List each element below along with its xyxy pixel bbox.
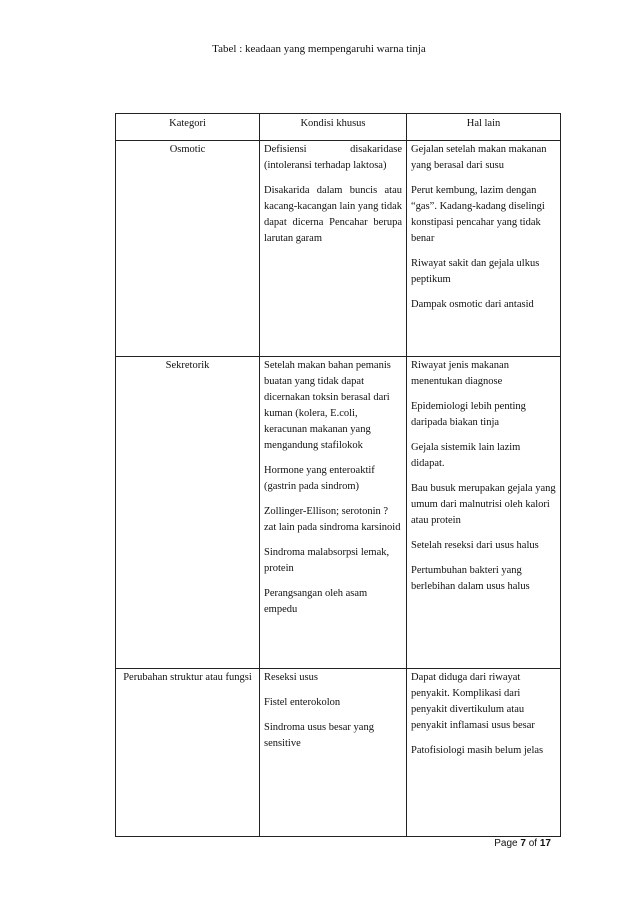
hal-lain-item: Riwayat sakit dan gejala ulkus peptikum — [411, 258, 540, 285]
kondisi-item: Disakarida dalam buncis atau kacang-kacangan lain yang tidak dapat dicerna Pencahar berupa larutan garam — [264, 185, 402, 244]
cell-kategori: Sekretorik — [116, 357, 260, 669]
table-row — [116, 141, 561, 357]
table-header-row — [116, 114, 561, 141]
cell-kategori: Osmotic — [116, 141, 260, 357]
hal-lain-item: Riwayat jenis makanan menentukan diagnose — [411, 360, 509, 387]
kondisi-item: Fistel enterokolon — [264, 697, 341, 708]
hal-lain-item: Patofisiologi masih belum jelas — [411, 745, 544, 756]
total-pages: 17 — [539, 838, 551, 849]
hal-lain-item: Gejalan setelah makan makanan yang berasal dari susu — [411, 144, 547, 171]
cell-kondisi — [260, 357, 407, 669]
cell-kategori: Perubahan struktur atau fungsi — [116, 669, 260, 837]
hal-lain-item: Dampak osmotic dari antasid — [411, 299, 534, 310]
hal-lain-item: Epidemiologi lebih penting daripada biakan tinja — [411, 401, 526, 428]
kondisi-item: Defisiensi disakaridase (intoleransi terhadap laktosa) — [264, 144, 402, 171]
header-kategori: Kategori — [116, 114, 260, 141]
cell-hal-lain — [407, 141, 561, 357]
kondisi-item: Sindroma usus besar yang sensitive — [264, 722, 374, 749]
header-hal-lain: Hal lain — [407, 114, 561, 141]
table-row — [116, 357, 561, 669]
data-table — [115, 113, 561, 837]
header-kondisi-khusus: Kondisi khusus — [260, 114, 407, 141]
of-word: of — [528, 838, 538, 849]
hal-lain-item: Bau busuk merupakan gejala yang umum dari malnutrisi oleh kalori atau protein — [411, 483, 556, 526]
page-number: 7 — [520, 838, 526, 849]
hal-lain-item: Pertumbuhan bakteri yang berlebihan dalam usus halus — [411, 565, 530, 592]
cell-kondisi — [260, 669, 407, 837]
kondisi-item: Reseksi usus — [264, 672, 318, 683]
table-caption: Tabel : keadaan yang mempengaruhi warna tinja — [212, 43, 426, 55]
cell-hal-lain — [407, 669, 561, 837]
kondisi-item: Perangsangan oleh asam empedu — [264, 588, 368, 615]
kondisi-item: Hormone yang enteroaktif (gastrin pada sindrom) — [264, 465, 375, 492]
table-row — [116, 669, 561, 837]
hal-lain-item: Dapat diduga dari riwayat penyakit. Komplikasi dari penyakit divertikulum atau penyakit inflamasi usus besar — [411, 672, 535, 731]
kondisi-item: Setelah makan bahan pemanis buatan yang tidak dapat dicernakan toksin berasal dari kuman (kolera, E.coli, keracunan makanan yang mengandung stafilokok — [264, 360, 391, 451]
page-word: Page — [494, 838, 518, 849]
page-footer — [494, 838, 551, 849]
hal-lain-item: Gejala sistemik lain lazim didapat. — [411, 442, 521, 469]
cell-hal-lain — [407, 357, 561, 669]
kondisi-item: Sindroma malabsorpsi lemak, protein — [264, 547, 390, 574]
cell-kondisi — [260, 141, 407, 357]
hal-lain-item: Setelah reseksi dari usus halus — [411, 540, 539, 551]
hal-lain-item: Perut kembung, lazim dengan “gas”. Kadang-kadang diselingi konstipasi pencahar yang tidak benar — [411, 185, 545, 244]
kondisi-item: Zollinger-Ellison; serotonin ? zat lain pada sindroma karsinoid — [264, 506, 401, 533]
